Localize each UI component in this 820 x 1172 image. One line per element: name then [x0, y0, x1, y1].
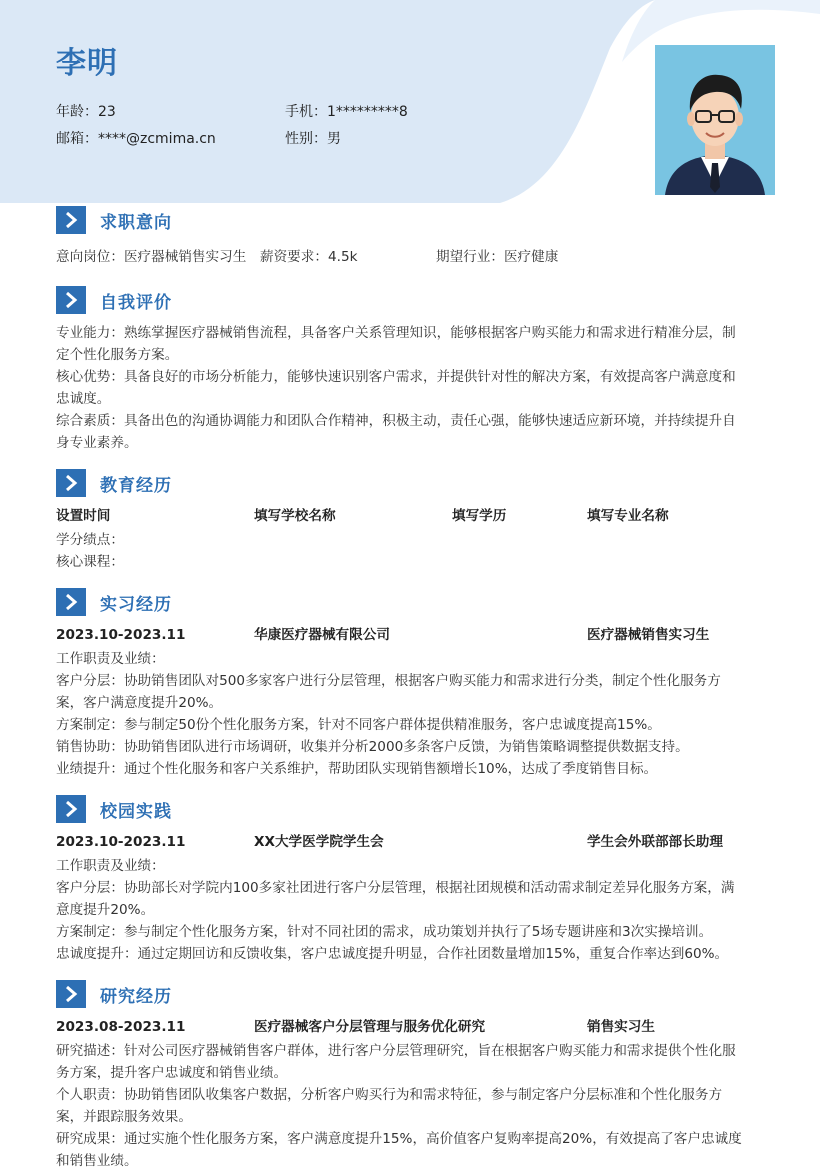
internship-line: 客户分层：协助销售团队对500多家客户进行分层管理，根据客户购买能力和需求进行分类，制定个性化服务方 [56, 673, 721, 689]
research-line: 研究描述：针对公司医疗器械销售客户群体，进行客户分层管理研究，旨在根据客户购买能力和需求提供个性化服 [56, 1043, 736, 1059]
campus-line: 工作职责及业绩： [56, 858, 165, 874]
research-line: 和销售业绩。 [56, 1153, 138, 1169]
research-role: 销售实习生 [587, 1019, 655, 1035]
chevron-right-icon [56, 206, 86, 234]
email-field: 邮箱：****@zcmima.cn [56, 131, 216, 147]
intention-salary: 薪资要求：4.5k [260, 249, 358, 265]
research-project: 医疗器械客户分层管理与服务优化研究 [254, 1019, 486, 1035]
research-line: 务方案，提升客户忠诚度和销售业绩。 [56, 1065, 288, 1081]
research-time: 2023.08-2023.11 [56, 1019, 186, 1035]
self-eval-line: 定个性化服务方案。 [56, 347, 179, 363]
intention-row [56, 246, 768, 268]
chevron-right-icon [56, 286, 86, 314]
campus-time: 2023.10-2023.11 [56, 834, 186, 850]
section-intention [56, 206, 756, 234]
age-field: 年龄：23 [56, 104, 116, 120]
research-line: 个人职责：协助销售团队收集客户数据，分析客户购买行为和需求特征，参与制定客户分层标准和个性化服务方 [56, 1087, 723, 1103]
chevron-right-icon [56, 980, 86, 1008]
self-eval-line: 核心优势：具备良好的市场分析能力，能够快速识别客户需求，并提供针对性的解决方案，有效提高客户满意度和 [56, 369, 736, 385]
self-eval-line: 忠诚度。 [56, 391, 111, 407]
education-degree: 填写学历 [452, 508, 507, 524]
internship-line: 案，客户满意度提升20%。 [56, 695, 223, 711]
profile-photo [655, 45, 775, 195]
education-school: 填写学校名称 [254, 508, 336, 524]
self-eval-line: 身专业素养。 [56, 435, 138, 451]
chevron-right-icon [56, 588, 86, 616]
campus-org: XX大学医学院学生会 [254, 834, 384, 850]
gender-field: 性别：男 [285, 131, 341, 147]
chevron-right-icon [56, 469, 86, 497]
section-self-evaluation [56, 286, 756, 314]
campus-line: 忠诚度提升：通过定期回访和反馈收集，客户忠诚度提升明显，合作社团数量增加15%，重复合作率达到60%。 [56, 946, 729, 962]
campus-header-row [56, 831, 768, 853]
section-research [56, 980, 756, 1008]
education-header-row [56, 505, 768, 527]
section-title: 研究经历 [100, 986, 172, 1007]
section-education [56, 469, 756, 497]
campus-line: 意度提升20%。 [56, 902, 155, 918]
campus-role: 学生会外联部部长助理 [587, 834, 723, 850]
self-eval-line: 综合素质：具备出色的沟通协调能力和团队合作精神，积极主动，责任心强，能够快速适应新环境，并持续提升自 [56, 413, 736, 429]
research-header-row [56, 1016, 768, 1038]
intention-industry: 期望行业：医疗健康 [436, 249, 559, 265]
internship-line: 业绩提升：通过个性化服务和客户关系维护，帮助团队实现销售额增长10%，达成了季度销售目标。 [56, 761, 658, 777]
section-internship [56, 588, 756, 616]
chevron-right-icon [56, 795, 86, 823]
education-time: 设置时间 [56, 508, 111, 524]
person-portrait-icon [655, 45, 775, 195]
internship-line: 工作职责及业绩： [56, 651, 165, 667]
section-campus [56, 795, 756, 823]
education-courses: 核心课程： [56, 554, 124, 570]
research-line: 研究成果：通过实施个性化服务方案，客户满意度提升15%，高价值客户复购率提高20%，有效提高了客户忠诚度 [56, 1131, 742, 1147]
internship-header-row [56, 624, 768, 646]
internship-line: 方案制定：参与制定50份个性化服务方案，针对不同客户群体提供精准服务，客户忠诚度提高15%。 [56, 717, 661, 733]
phone-field: 手机：1*********8 [285, 104, 408, 120]
section-title: 校园实践 [100, 801, 172, 822]
campus-line: 客户分层：协助部长对学院内100多家社团进行客户分层管理，根据社团规模和活动需求制定差异化服务方案，满 [56, 880, 735, 896]
internship-line: 销售协助：协助销售团队进行市场调研，收集并分析2000多条客户反馈，为销售策略调整提供数据支持。 [56, 739, 689, 755]
education-gpa: 学分绩点： [56, 532, 124, 548]
section-title: 求职意向 [100, 212, 172, 233]
section-title: 自我评价 [100, 292, 172, 313]
research-line: 案，并跟踪服务效果。 [56, 1109, 192, 1125]
internship-company: 华康医疗器械有限公司 [254, 627, 390, 643]
section-title: 教育经历 [100, 475, 172, 496]
candidate-name: 李明 [56, 46, 118, 81]
intention-position: 意向岗位：医疗器械销售实习生 [56, 249, 247, 265]
campus-line: 方案制定：参与制定个性化服务方案，针对不同社团的需求，成功策划并执行了5场专题讲座和3次实操培训。 [56, 924, 713, 940]
education-major: 填写专业名称 [587, 508, 669, 524]
internship-role: 医疗器械销售实习生 [587, 627, 710, 643]
internship-time: 2023.10-2023.11 [56, 627, 186, 643]
section-title: 实习经历 [100, 594, 172, 615]
self-eval-line: 专业能力：熟练掌握医疗器械销售流程，具备客户关系管理知识，能够根据客户购买能力和需求进行精准分层，制 [56, 325, 736, 341]
